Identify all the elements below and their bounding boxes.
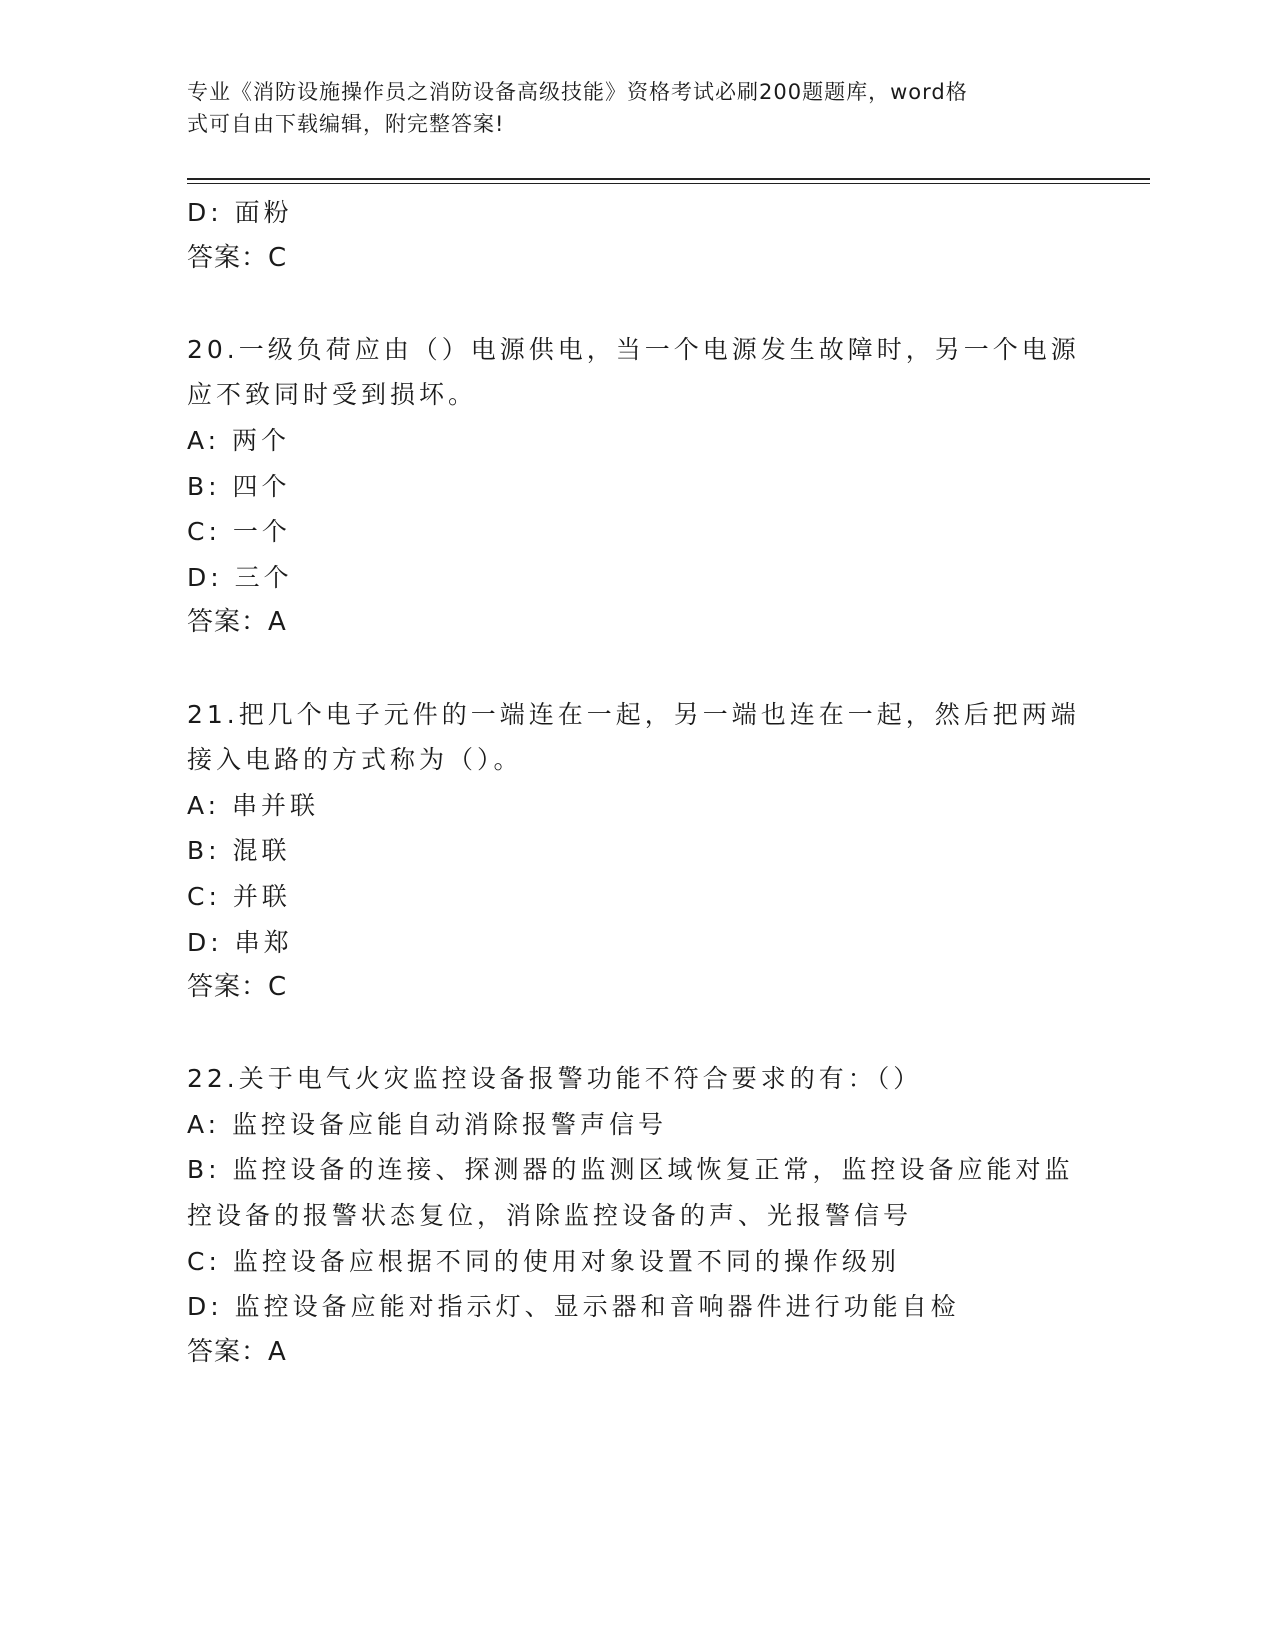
answer-line: 答案：A [187,1336,287,1367]
option-a: A: 监控设备应能自动消除报警声信号 [187,1109,668,1139]
question-stem: 20.一级负荷应由（）电源供电，当一个电源发生故障时，另一个电源 [187,334,1080,364]
previous-question-tail [187,190,1067,281]
option-a: A: 串并联 [187,790,320,820]
header-divider-thick [187,178,1150,180]
answer-line: 答案：C [187,242,288,273]
question-22 [187,1056,1074,1375]
option-c: C: 一个 [187,517,291,547]
question-stem: 21.把几个电子元件的一端连在一起，另一端也连在一起，然后把两端 [187,699,1080,729]
document-header [187,76,1067,140]
option-a: A: 两个 [187,425,291,455]
question-21 [187,692,1080,1011]
question-20 [187,327,1080,646]
option-d: D: 监控设备应能对指示灯、显示器和音响器件进行功能自检 [187,1292,960,1322]
header-divider-thin [187,183,1150,184]
option-b-continued: 控设备的报警状态复位，消除监控设备的声、光报警信号 [187,1201,913,1231]
option-c: C: 监控设备应根据不同的使用对象设置不同的操作级别 [187,1246,900,1276]
spacer [187,1011,1067,1057]
document-body [187,190,1080,1375]
option-d: D: 三个 [187,562,293,592]
option-b: B: 监控设备的连接、探测器的监测区域恢复正常，监控设备应能对监 [187,1155,1074,1185]
option-d: D: 面粉 [187,198,293,227]
answer-line: 答案：C [187,972,288,1003]
question-stem: 应不致同时受到损坏。 [187,380,478,410]
spacer [187,281,1067,327]
option-b: B: 混联 [187,836,291,866]
option-d: D: 串郑 [187,927,293,957]
header-line-2: 式可自由下载编辑，附完整答案! [187,112,505,136]
spacer [187,646,1067,692]
question-stem: 22.关于电气火灾监控设备报警功能不符合要求的有：（） [187,1064,923,1094]
header-line-1: 专业《消防设施操作员之消防设备高级技能》资格考试必刷200题题库，word格 [187,80,968,104]
question-stem: 接入电路的方式称为（）。 [187,745,523,775]
answer-line: 答案：A [187,607,287,638]
option-c: C: 并联 [187,881,291,911]
option-b: B: 四个 [187,471,291,501]
